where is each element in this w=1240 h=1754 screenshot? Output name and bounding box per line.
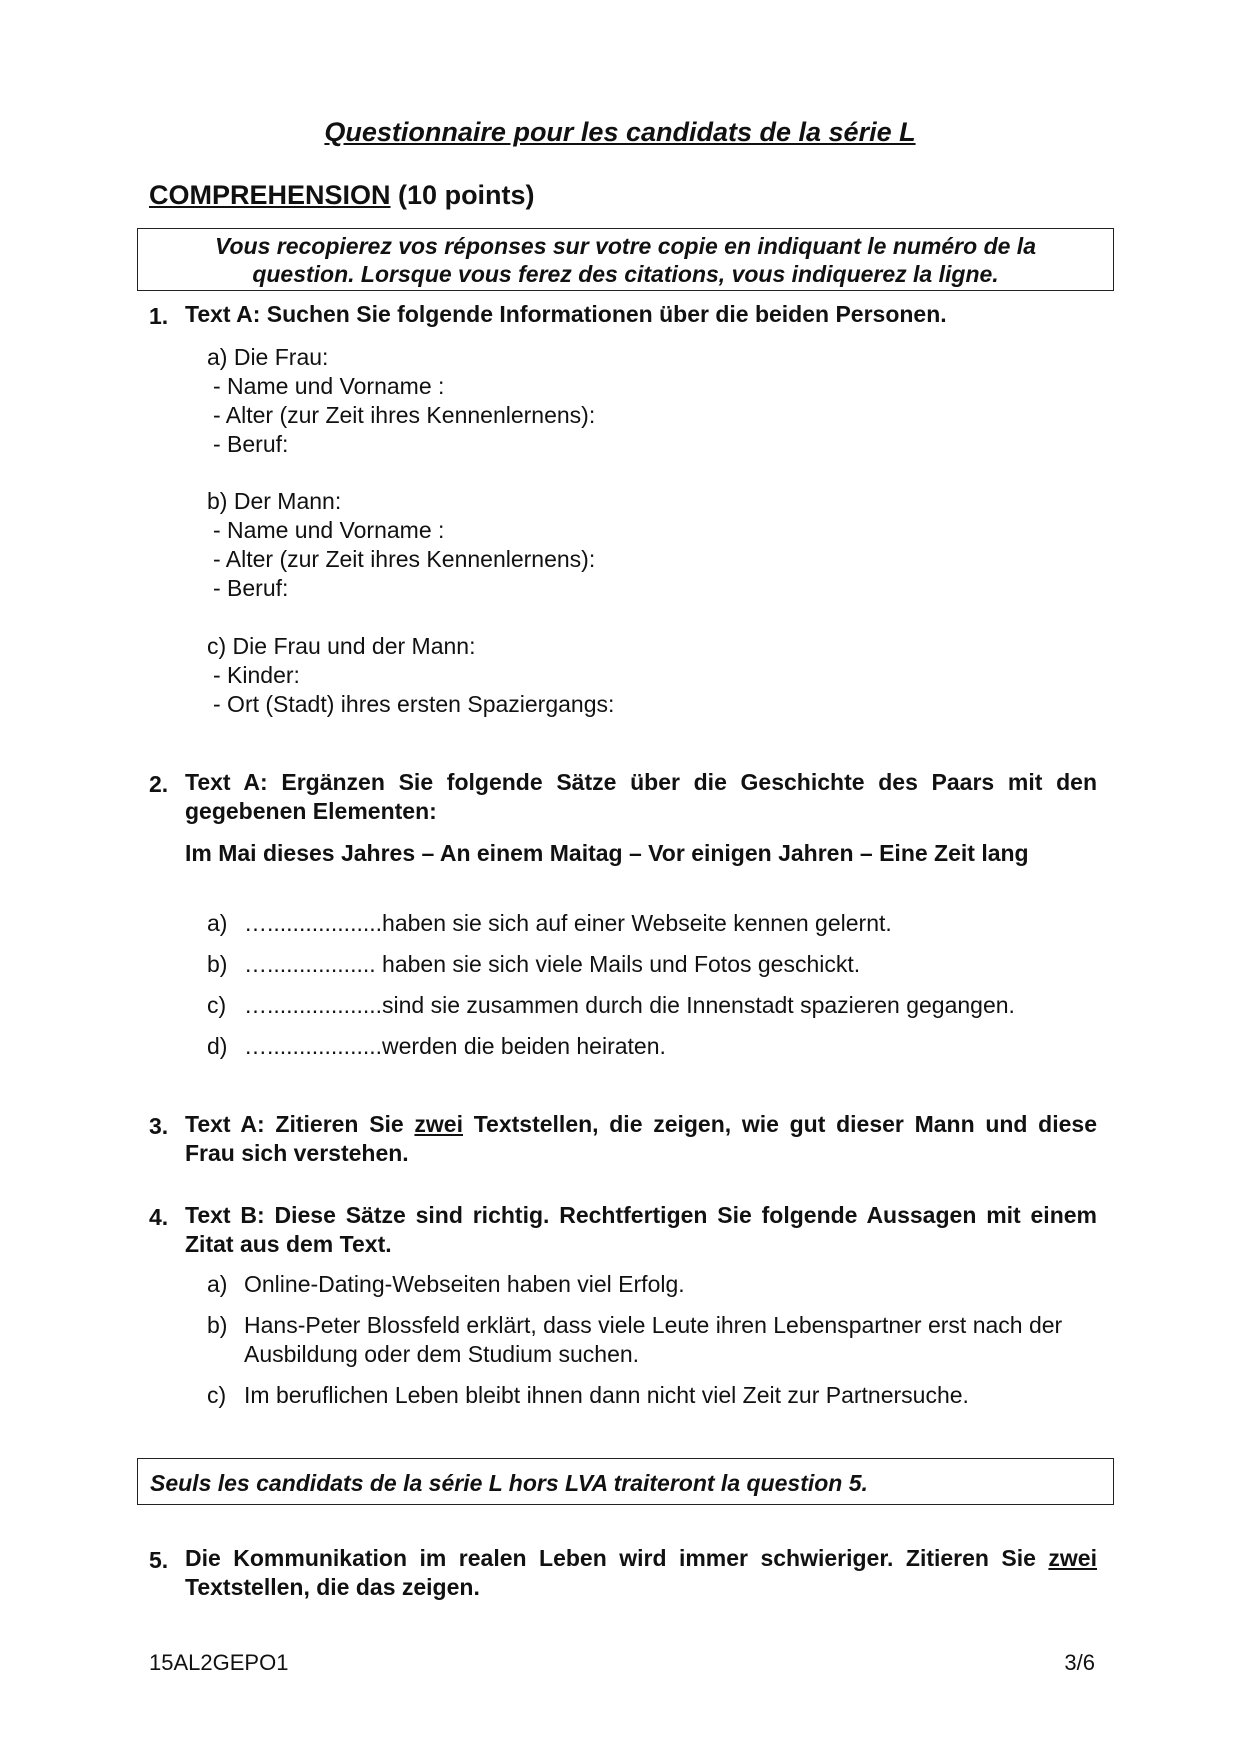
footer-code: 15AL2GEPO1 [149,1650,289,1675]
q1-c-item-1: - Kinder: [213,662,300,688]
q5-post: Textstellen, die das zeigen. [185,1574,480,1600]
q2-item-c [207,991,1107,1020]
q1-c-item-2: - Ort (Stadt) ihres ersten Spaziergangs: [213,691,615,717]
question-1-number: 1. [149,303,169,329]
q4-item-b-text: Hans-Peter Blossfeld erklärt, dass viele Leute ihren Lebenspartner erst nach der Ausbildung oder dem Studium suchen. [244,1312,1063,1367]
q5-underlined: zwei [1048,1545,1097,1571]
q2-item-b-label: b) [207,951,228,977]
q4-item-a-label: a) [207,1271,228,1297]
q1-b-heading: b) Der Mann: [207,488,342,514]
q1-a-heading: a) Die Frau: [207,344,329,370]
q1-b-item-1: - Name und Vorname : [213,517,445,543]
q1-c-heading: c) Die Frau und der Mann: [207,633,476,659]
page-title: Questionnaire pour les candidats de la série L [324,117,916,147]
q4-item-a [207,1270,1107,1299]
q1-b-item-3: - Beruf: [213,575,289,601]
q4-item-c [207,1381,1107,1410]
question-2-number: 2. [149,771,169,797]
q5-pre: Die Kommunikation im realen Leben wird immer schwieriger. Zitieren Sie [185,1545,1049,1571]
question-4-text: Text B: Diese Sätze sind richtig. Rechtfertigen Sie folgende Aussagen mit einem Zitat aus dem Text. [185,1202,1097,1257]
q4-item-a-text: Online-Dating-Webseiten haben viel Erfolg. [244,1271,685,1297]
q2-item-c-label: c) [207,992,227,1018]
section-heading [149,180,535,211]
question-5-number: 5. [149,1547,169,1573]
instruction-line-1: Vous recopierez vos réponses sur votre copie en indiquant le numéro de la [215,233,1036,259]
q2-item-c-text: …..................sind sie zusammen durch die Innenstadt spazieren gegangen. [244,992,1015,1018]
q2-item-b [207,950,1107,979]
q1-a-item-2: - Alter (zur Zeit ihres Kennenlernens): [213,402,596,428]
question-4-number: 4. [149,1204,169,1230]
q2-item-a-text: …..................haben sie sich auf einer Webseite kennen gelernt. [244,910,892,936]
q4-item-b [207,1311,1107,1369]
instruction-line-2: question. Lorsque vous ferez des citations, vous indiquerez la ligne. [252,261,999,287]
q1-b-item-2: - Alter (zur Zeit ihres Kennenlernens): [213,546,596,572]
q4-item-c-label: c) [207,1382,227,1408]
question-2-text: Text A: Ergänzen Sie folgende Sätze über die Geschichte des Paars mit den gegebenen Elementen: [185,769,1097,824]
q1-a-item-1: - Name und Vorname : [213,373,445,399]
q3-pre: Text A: Zitieren Sie [185,1111,415,1137]
q4-item-c-text: Im beruflichen Leben bleibt ihnen dann nicht viel Zeit zur Partnersuche. [244,1382,969,1408]
question-3-text [185,1110,1097,1168]
q2-item-a-label: a) [207,910,228,936]
q2-item-d-label: d) [207,1033,228,1059]
section-label: COMPREHENSION [149,180,391,210]
q1-a-item-3: - Beruf: [213,431,289,457]
q3-post: Textstellen, die zeigen, wie gut dieser Mann und diese Frau sich verstehen. [185,1111,1097,1166]
question-5-text [185,1544,1097,1602]
q2-item-a [207,909,1107,938]
q3-underlined: zwei [414,1111,463,1137]
question-3-number: 3. [149,1113,169,1139]
notice-text: Seuls les candidats de la série L hors LVA traiteront la question 5. [150,1470,868,1496]
footer-page-number: 3/6 [1064,1650,1095,1675]
q2-item-d [207,1032,1107,1061]
section-points: (10 points) [398,180,535,210]
q4-item-b-label: b) [207,1312,228,1338]
q2-item-b-text: …................. haben sie sich viele Mails und Fotos geschickt. [244,951,861,977]
question-1-text: Text A: Suchen Sie folgende Informationen über die beiden Personen. [185,301,947,327]
question-2-elements: Im Mai dieses Jahres – An einem Maitag – Vor einigen Jahren – Eine Zeit lang [185,840,1029,866]
instruction-box [137,228,1114,291]
q2-item-d-text: …..................werden die beiden heiraten. [244,1033,666,1059]
notice-box [137,1458,1114,1505]
